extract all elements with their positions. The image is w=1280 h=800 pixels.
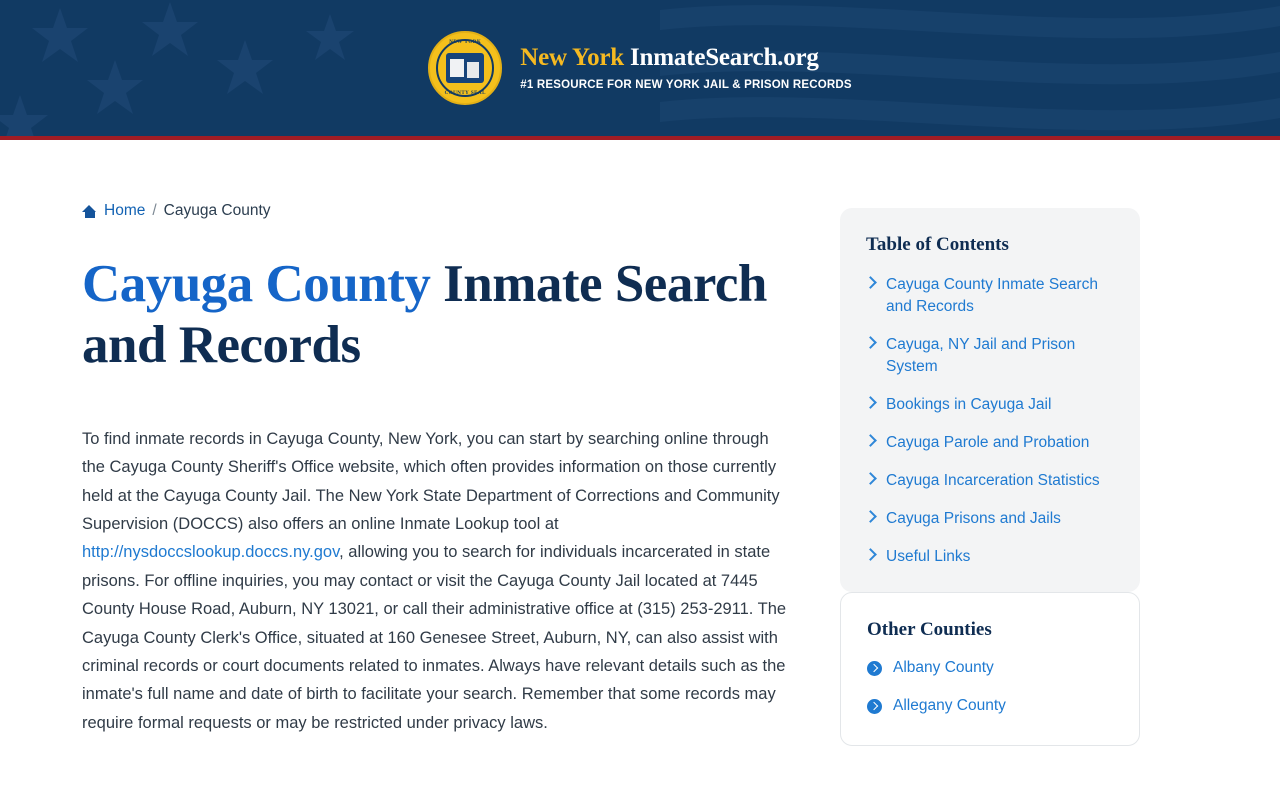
list-item[interactable] [867, 659, 1113, 677]
page-title [82, 254, 796, 377]
toc-link[interactable]: Cayuga Parole and Probation [886, 434, 1090, 451]
brand-tagline: #1 RESOURCE FOR NEW YORK JAIL & PRISON RECORDS [520, 78, 852, 91]
other-counties-title: Other Counties [867, 619, 992, 640]
main-content [40, 140, 840, 746]
county-link[interactable]: Albany County [893, 659, 994, 676]
other-counties-card [840, 592, 1140, 746]
doccs-lookup-link[interactable]: http://nysdoccslookup.doccs.ny.gov [82, 543, 340, 562]
sidebar [840, 140, 1140, 746]
seal-top-text: NEW YORK [449, 40, 482, 45]
list-item[interactable] [866, 394, 1114, 416]
list-item[interactable] [866, 470, 1114, 492]
page-title-highlight: Cayuga County [82, 255, 431, 313]
seal-building-glyph [446, 53, 484, 83]
list-item[interactable] [867, 697, 1113, 715]
breadcrumb-current: Cayuga County [163, 202, 271, 219]
page-title-rest: Inmate Search and Records [82, 255, 767, 375]
list-item[interactable] [866, 334, 1114, 378]
circle-arrow-icon [867, 661, 882, 676]
page-body [0, 140, 1280, 746]
intro-paragraph [82, 425, 796, 737]
breadcrumb-separator: / [152, 202, 157, 219]
circle-arrow-icon [867, 699, 882, 714]
other-counties-list [867, 659, 1113, 715]
breadcrumb [82, 202, 796, 220]
list-item[interactable] [866, 508, 1114, 530]
toc-link[interactable]: Useful Links [886, 548, 971, 565]
toc-link[interactable]: Cayuga, NY Jail and Prison System [886, 336, 1076, 375]
brand-title-suffix: InmateSearch.org [630, 44, 819, 72]
chevron-right-icon [864, 396, 877, 409]
chevron-right-icon [864, 276, 877, 289]
intro-paragraph-part1: To find inmate records in Cayuga County, New York, you can start by searching online through the Cayuga County Sheriff's Office website, which often provides information on those currently held at the Cayuga County Jail. The New York State Department of Corrections and Community Supervision (DOCCS) also offers an online Inmate Lookup tool at [82, 429, 780, 534]
breadcrumb-home-label: Home [104, 202, 146, 219]
breadcrumb-home-link[interactable] [82, 202, 145, 220]
chevron-right-icon [864, 336, 877, 349]
toc-link[interactable]: Cayuga County Inmate Search and Records [886, 276, 1098, 315]
toc-link[interactable]: Cayuga Prisons and Jails [886, 510, 1061, 527]
site-brand[interactable] [520, 44, 851, 91]
chevron-right-icon [864, 434, 877, 447]
toc-list [866, 274, 1114, 568]
home-icon [82, 205, 97, 218]
brand-title-prefix: New York [520, 44, 631, 72]
list-item[interactable] [866, 274, 1114, 318]
chevron-right-icon [864, 472, 877, 485]
table-of-contents-card [840, 208, 1140, 592]
list-item[interactable] [866, 546, 1114, 568]
intro-paragraph-part2: , allowing you to search for individuals incarcerated in state prisons. For offline inquiries, you may contact or visit the Cayuga County Jail located at 7445 County House Road, Auburn, NY 13021, or call their administrative office at (315) 253-2911. The Cayuga County Clerk's Office, situated at 160 Genesee Street, Auburn, NY, can also assist with criminal records or court documents related to inmates. Always have relevant details such as the inmate's full name and date of birth to facilitate your search. Remember that some records may require formal requests or may be restricted under privacy laws. [82, 543, 787, 732]
site-header [0, 0, 1280, 140]
list-item[interactable] [866, 432, 1114, 454]
toc-title: Table of Contents [866, 234, 1009, 255]
seal-bottom-text: COUNTY SEAL [444, 91, 486, 96]
state-seal-icon [428, 31, 502, 105]
brand-title [520, 44, 851, 72]
toc-link[interactable]: Bookings in Cayuga Jail [886, 396, 1052, 413]
toc-link[interactable]: Cayuga Incarceration Statistics [886, 472, 1100, 489]
chevron-right-icon [864, 548, 877, 561]
chevron-right-icon [864, 510, 877, 523]
county-link[interactable]: Allegany County [893, 697, 1006, 714]
